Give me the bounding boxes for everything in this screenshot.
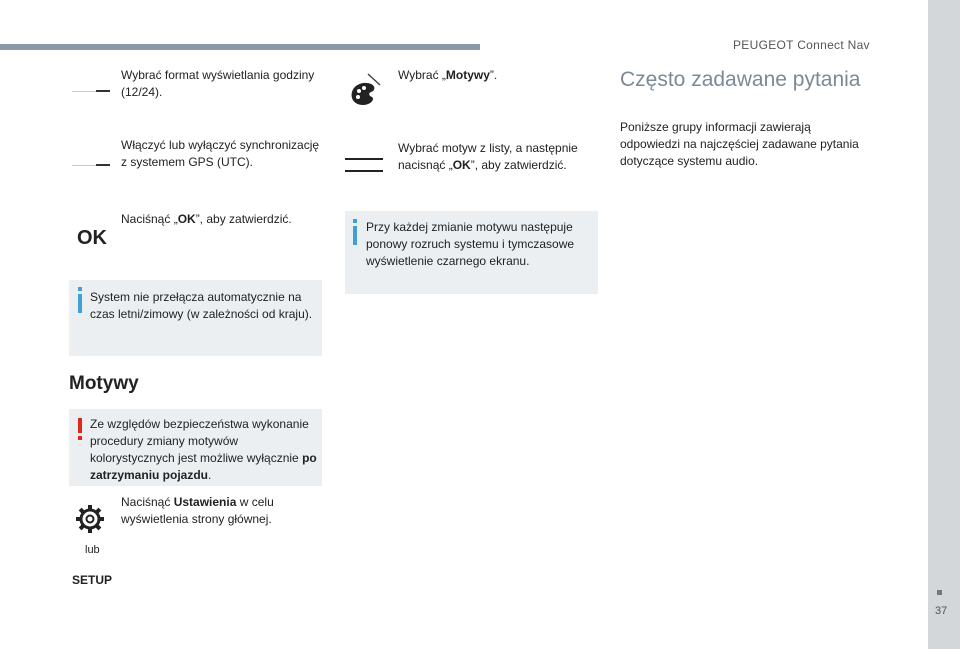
- slider-line-icon: [96, 90, 110, 92]
- setup-label: SETUP: [72, 573, 113, 587]
- page-number: 37: [935, 605, 948, 617]
- header-brand: PEUGEOT Connect Nav: [733, 38, 870, 52]
- info-note-dst-text: System nie przełącza automatycznie na czas letni/zimowy (w zależności od kraju).: [90, 290, 313, 321]
- or-label: lub: [85, 544, 100, 556]
- page-marker: [937, 590, 942, 595]
- slider-line-icon: [96, 164, 110, 166]
- gear-icon: [76, 505, 104, 533]
- slider-line-icon: [72, 91, 96, 92]
- step-gps-sync: Włączyć lub wyłączyć synchronizację z systemem GPS (UTC).: [121, 138, 320, 169]
- step-select-from-list: Wybrać motyw z listy, a następnie nacisnąć „OK”, aby zatwierdzić.: [398, 141, 578, 172]
- step-settings: Naciśnąć Ustawienia w celu wyświetlenia strony głównej.: [121, 495, 274, 526]
- top-bar: [0, 44, 480, 50]
- section-title-themes: Motywy: [69, 373, 139, 394]
- step-time-format: Wybrać format wyświetlania godziny (12/24).: [121, 68, 315, 99]
- info-icon: [76, 287, 84, 313]
- palette-icon: [347, 70, 385, 110]
- warning-icon: [76, 418, 84, 442]
- step-select-themes: Wybrać „Motywy”.: [398, 68, 498, 82]
- info-icon: [351, 219, 359, 245]
- info-note-restart-text: Przy każdej zmianie motywu następuje ponowy rozruch systemu i tymczasowe wyświetlenie czarnego ekranu.: [366, 220, 575, 268]
- page-sidebar: [928, 0, 960, 649]
- step-confirm-ok: Naciśnąć „OK”, aby zatwierdzić.: [121, 212, 292, 226]
- theme-list-icon: [345, 158, 383, 172]
- faq-body: Poniższe grupy informacji zawierają odpowiedzi na najczęściej zadawane pytania dotyczące systemu audio.: [620, 120, 859, 168]
- faq-title: Często zadawane pytania: [620, 68, 861, 91]
- warning-note-text: Ze względów bezpieczeństwa wykonanie procedury zmiany motywów kolorystycznych jest możliwe wyłącznie po zatrzymaniu pojazdu.: [90, 417, 317, 482]
- slider-line-icon: [72, 165, 96, 166]
- ok-icon: OK: [77, 227, 107, 249]
